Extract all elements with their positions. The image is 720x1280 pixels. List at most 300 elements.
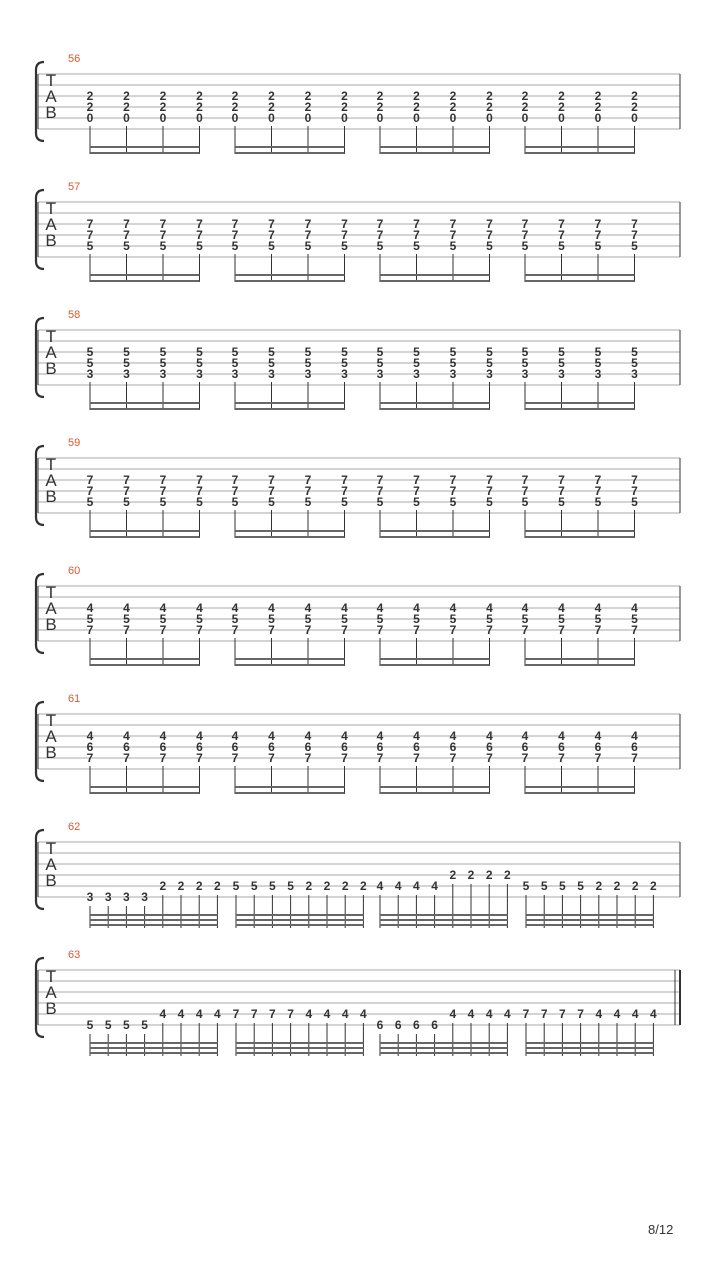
fret-number: 4 [304, 601, 312, 615]
fret-number: 7 [123, 484, 130, 498]
fret-number: 5 [486, 612, 493, 626]
fret-number: 7 [304, 751, 312, 765]
clef-letter-b: B [45, 103, 57, 122]
fret-number: 7 [413, 228, 420, 242]
clef-letter-b: B [45, 743, 57, 762]
fret-number: 3 [594, 367, 602, 381]
clef-letter-t: T [45, 71, 57, 90]
clef-letter-b: B [45, 999, 57, 1018]
fret-number: 6 [413, 740, 420, 754]
fret-number: 7 [86, 217, 94, 231]
fret-number: 6 [631, 740, 638, 754]
fret-number: 6 [413, 1018, 420, 1032]
fret-number: 6 [341, 740, 348, 754]
clef-letter-a: A [45, 983, 57, 1002]
fret-number: 4 [123, 601, 130, 615]
fret-number: 4 [594, 729, 602, 743]
fret-number: 7 [594, 484, 602, 498]
fret-number: 7 [449, 473, 457, 487]
fret-number: 2 [231, 89, 239, 103]
fret-number: 4 [486, 601, 493, 615]
fret-number: 0 [268, 111, 275, 125]
fret-number: 2 [594, 100, 602, 114]
fret-number: 4 [521, 729, 529, 743]
fret-number: 7 [123, 623, 130, 637]
fret-number: 7 [486, 217, 493, 231]
fret-number: 2 [631, 100, 638, 114]
fret-number: 2 [304, 89, 312, 103]
fret-number: 7 [449, 228, 457, 242]
fret-number: 5 [594, 345, 602, 359]
fret-number: 7 [413, 623, 420, 637]
fret-number: 5 [159, 612, 167, 626]
fret-number: 7 [231, 484, 239, 498]
fret-number: 5 [231, 345, 239, 359]
fret-number: 3 [486, 367, 493, 381]
fret-number: 5 [304, 356, 312, 370]
fret-number: 4 [431, 879, 438, 893]
fret-number: 4 [595, 1007, 603, 1021]
fret-number: 2 [196, 100, 203, 114]
fret-number: 4 [177, 1007, 185, 1021]
fret-number: 2 [268, 89, 275, 103]
fret-number: 7 [123, 228, 130, 242]
fret-number: 7 [231, 473, 239, 487]
fret-number: 7 [196, 623, 203, 637]
clef-letter-b: B [45, 615, 57, 634]
fret-number: 3 [304, 367, 312, 381]
fret-number: 5 [486, 495, 493, 509]
clef-letter-a: A [45, 471, 57, 490]
fret-number: 7 [341, 484, 348, 498]
fret-number: 5 [486, 356, 493, 370]
fret-number: 2 [449, 100, 457, 114]
fret-number: 5 [159, 345, 167, 359]
fret-number: 7 [559, 1007, 566, 1021]
fret-number: 7 [304, 217, 312, 231]
fret-number: 2 [413, 100, 420, 114]
fret-number: 2 [323, 879, 331, 893]
fret-number: 5 [376, 356, 384, 370]
fret-number: 5 [521, 612, 529, 626]
fret-number: 4 [413, 601, 420, 615]
clef-letter-t: T [45, 199, 57, 218]
fret-number: 7 [376, 484, 384, 498]
fret-number: 2 [86, 89, 94, 103]
fret-number: 5 [376, 345, 384, 359]
fret-number: 5 [86, 495, 94, 509]
fret-number: 7 [231, 623, 239, 637]
fret-number: 7 [304, 473, 312, 487]
fret-number: 0 [86, 111, 94, 125]
fret-number: 3 [86, 890, 94, 904]
fret-number: 6 [159, 740, 167, 754]
fret-number: 7 [196, 751, 203, 765]
fret-number: 2 [631, 879, 639, 893]
fret-number: 4 [123, 729, 130, 743]
fret-number: 4 [86, 729, 94, 743]
fret-number: 5 [86, 345, 94, 359]
fret-number: 5 [413, 239, 420, 253]
fret-number: 5 [631, 356, 638, 370]
fret-number: 0 [521, 111, 529, 125]
fret-number: 7 [196, 217, 203, 231]
measure-number: 59 [68, 437, 81, 449]
fret-number: 5 [486, 345, 493, 359]
fret-number: 7 [486, 473, 493, 487]
fret-number: 7 [558, 751, 565, 765]
fret-number: 5 [268, 345, 275, 359]
fret-number: 2 [86, 100, 94, 114]
fret-number: 4 [413, 879, 420, 893]
fret-number: 7 [558, 228, 565, 242]
fret-number: 5 [540, 879, 548, 893]
fret-number: 2 [177, 879, 185, 893]
fret-number: 5 [521, 239, 529, 253]
fret-number: 4 [231, 601, 239, 615]
fret-number: 6 [558, 740, 565, 754]
fret-number: 5 [86, 239, 94, 253]
fret-number: 7 [159, 473, 167, 487]
clef-letter-t: T [45, 711, 57, 730]
fret-number: 4 [594, 601, 602, 615]
fret-number: 5 [268, 612, 275, 626]
fret-number: 5 [196, 239, 203, 253]
fret-number: 2 [504, 868, 511, 882]
fret-number: 7 [159, 484, 167, 498]
fret-number: 7 [231, 217, 239, 231]
fret-number: 4 [304, 729, 312, 743]
fret-number: 7 [341, 228, 348, 242]
fret-number: 5 [376, 612, 384, 626]
fret-number: 0 [558, 111, 565, 125]
fret-number: 5 [341, 345, 348, 359]
fret-number: 6 [304, 740, 312, 754]
fret-number: 7 [86, 228, 94, 242]
fret-number: 7 [123, 217, 130, 231]
fret-number: 4 [214, 1007, 221, 1021]
fret-number: 7 [341, 217, 348, 231]
fret-number: 7 [159, 623, 167, 637]
fret-number: 3 [631, 367, 638, 381]
fret-number: 7 [159, 228, 167, 242]
fret-number: 5 [486, 239, 493, 253]
fret-number: 6 [376, 740, 384, 754]
fret-number: 5 [413, 356, 420, 370]
fret-number: 4 [341, 729, 348, 743]
fret-number: 5 [449, 356, 457, 370]
fret-number: 0 [631, 111, 638, 125]
fret-number: 2 [467, 868, 475, 882]
fret-number: 5 [521, 495, 529, 509]
fret-number: 5 [341, 612, 348, 626]
fret-number: 6 [521, 740, 529, 754]
fret-number: 5 [341, 239, 348, 253]
fret-number: 7 [268, 228, 275, 242]
fret-number: 4 [558, 601, 565, 615]
fret-number: 2 [123, 100, 130, 114]
fret-number: 6 [394, 1018, 402, 1032]
fret-number: 7 [376, 623, 384, 637]
fret-number: 5 [449, 612, 457, 626]
fret-number: 5 [159, 239, 167, 253]
fret-number: 5 [521, 356, 529, 370]
fret-number: 7 [341, 473, 348, 487]
fret-number: 7 [287, 1007, 294, 1021]
fret-number: 7 [413, 751, 420, 765]
fret-number: 7 [250, 1007, 258, 1021]
clef-letter-b: B [45, 359, 57, 378]
fret-number: 0 [413, 111, 420, 125]
fret-number: 4 [631, 729, 638, 743]
fret-number: 5 [577, 879, 584, 893]
fret-number: 5 [231, 239, 239, 253]
fret-number: 2 [486, 89, 493, 103]
fret-number: 7 [631, 217, 638, 231]
measure-number: 62 [68, 821, 81, 833]
fret-number: 7 [449, 623, 457, 637]
fret-number: 5 [341, 356, 348, 370]
fret-number: 0 [341, 111, 348, 125]
fret-number: 2 [304, 100, 312, 114]
fret-number: 5 [196, 612, 203, 626]
fret-number: 5 [159, 495, 167, 509]
fret-number: 7 [631, 623, 638, 637]
fret-number: 4 [323, 1007, 331, 1021]
fret-number: 3 [268, 367, 275, 381]
fret-number: 2 [521, 100, 529, 114]
fret-number: 3 [141, 890, 148, 904]
fret-number: 7 [486, 751, 493, 765]
fret-number: 4 [268, 601, 275, 615]
clef-letter-a: A [45, 855, 57, 874]
fret-number: 7 [269, 1007, 276, 1021]
fret-number: 7 [521, 217, 529, 231]
fret-number: 5 [123, 612, 130, 626]
fret-number: 7 [341, 623, 348, 637]
fret-number: 3 [123, 367, 130, 381]
fret-number: 4 [268, 729, 275, 743]
fret-number: 5 [231, 495, 239, 509]
fret-number: 4 [376, 729, 384, 743]
fret-number: 4 [449, 601, 457, 615]
fret-number: 4 [196, 729, 203, 743]
fret-number: 3 [376, 367, 384, 381]
fret-number: 3 [104, 890, 112, 904]
fret-number: 4 [376, 879, 384, 893]
fret-number: 2 [231, 100, 239, 114]
fret-number: 7 [577, 1007, 584, 1021]
fret-number: 0 [376, 111, 384, 125]
measure-number: 60 [68, 565, 81, 577]
fret-number: 2 [305, 879, 313, 893]
fret-number: 0 [486, 111, 493, 125]
fret-number: 7 [594, 473, 602, 487]
fret-number: 4 [504, 1007, 511, 1021]
fret-number: 0 [159, 111, 167, 125]
fret-number: 5 [558, 345, 565, 359]
fret-number: 2 [159, 879, 167, 893]
fret-number: 5 [231, 612, 239, 626]
fret-number: 7 [268, 623, 275, 637]
fret-number: 4 [413, 729, 420, 743]
fret-number: 7 [86, 473, 94, 487]
fret-number: 5 [123, 345, 130, 359]
fret-number: 0 [123, 111, 130, 125]
fret-number: 5 [123, 1018, 130, 1032]
fret-number: 6 [449, 740, 457, 754]
fret-number: 3 [341, 367, 348, 381]
fret-number: 7 [631, 751, 638, 765]
fret-number: 5 [558, 612, 565, 626]
fret-number: 2 [594, 89, 602, 103]
fret-number: 7 [268, 751, 275, 765]
fret-number: 7 [594, 228, 602, 242]
fret-number: 6 [486, 740, 493, 754]
fret-number: 7 [521, 228, 529, 242]
fret-number: 5 [287, 879, 294, 893]
fret-number: 0 [449, 111, 457, 125]
fret-number: 7 [521, 751, 529, 765]
clef-letter-t: T [45, 839, 57, 858]
fret-number: 4 [159, 601, 167, 615]
fret-number: 4 [631, 601, 638, 615]
fret-number: 7 [413, 217, 420, 231]
fret-number: 7 [304, 623, 312, 637]
fret-number: 2 [613, 879, 621, 893]
fret-number: 7 [159, 751, 167, 765]
fret-number: 5 [376, 239, 384, 253]
clef-letter-b: B [45, 487, 57, 506]
fret-number: 7 [196, 484, 203, 498]
fret-number: 7 [594, 751, 602, 765]
fret-number: 2 [214, 879, 221, 893]
fret-number: 5 [558, 495, 565, 509]
fret-number: 6 [268, 740, 275, 754]
fret-number: 4 [558, 729, 565, 743]
fret-number: 4 [159, 1007, 167, 1021]
fret-number: 7 [449, 217, 457, 231]
fret-number: 5 [304, 239, 312, 253]
clef-letter-a: A [45, 343, 57, 362]
fret-number: 5 [123, 495, 130, 509]
fret-number: 5 [232, 879, 240, 893]
fret-number: 4 [449, 729, 457, 743]
fret-number: 4 [341, 601, 348, 615]
fret-number: 7 [159, 217, 167, 231]
fret-number: 6 [376, 1018, 384, 1032]
fret-number: 2 [631, 89, 638, 103]
fret-number: 7 [196, 228, 203, 242]
fret-number: 7 [413, 473, 420, 487]
fret-number: 5 [304, 612, 312, 626]
fret-number: 7 [521, 623, 529, 637]
fret-number: 7 [376, 228, 384, 242]
fret-number: 7 [631, 473, 638, 487]
fret-number: 0 [594, 111, 602, 125]
fret-number: 5 [631, 239, 638, 253]
fret-number: 4 [159, 729, 167, 743]
fret-number: 5 [196, 356, 203, 370]
fret-number: 3 [86, 367, 94, 381]
fret-number: 4 [650, 1007, 657, 1021]
fret-number: 5 [196, 345, 203, 359]
fret-number: 5 [449, 239, 457, 253]
fret-number: 5 [449, 495, 457, 509]
fret-number: 2 [341, 89, 348, 103]
fret-number: 5 [159, 356, 167, 370]
fret-number: 2 [196, 89, 203, 103]
fret-number: 7 [376, 217, 384, 231]
fret-number: 5 [594, 356, 602, 370]
fret-number: 2 [195, 879, 203, 893]
fret-number: 3 [196, 367, 203, 381]
fret-number: 5 [196, 495, 203, 509]
fret-number: 5 [413, 345, 420, 359]
fret-number: 2 [268, 100, 275, 114]
fret-number: 7 [631, 484, 638, 498]
fret-number: 5 [269, 879, 276, 893]
fret-number: 7 [522, 1007, 530, 1021]
fret-number: 7 [376, 751, 384, 765]
clef-letter-b: B [45, 871, 57, 890]
measure-number: 57 [68, 181, 81, 193]
fret-number: 7 [376, 473, 384, 487]
fret-number: 5 [376, 495, 384, 509]
fret-number: 7 [196, 473, 203, 487]
fret-number: 7 [413, 484, 420, 498]
clef-letter-a: A [45, 599, 57, 618]
page-number: 8/12 [648, 1222, 674, 1237]
clef-letter-t: T [45, 967, 57, 986]
fret-number: 4 [394, 879, 402, 893]
fret-number: 5 [631, 495, 638, 509]
fret-number: 6 [231, 740, 239, 754]
fret-number: 7 [268, 217, 275, 231]
fret-number: 2 [558, 100, 565, 114]
fret-number: 5 [231, 356, 239, 370]
fret-number: 5 [86, 1018, 94, 1032]
fret-number: 2 [376, 89, 384, 103]
fret-number: 4 [376, 601, 384, 615]
fret-number: 2 [558, 89, 565, 103]
fret-number: 7 [86, 623, 94, 637]
fret-number: 7 [631, 228, 638, 242]
fret-number: 2 [341, 879, 349, 893]
fret-number: 7 [486, 623, 493, 637]
clef-letter-a: A [45, 727, 57, 746]
fret-number: 0 [196, 111, 203, 125]
clef-letter-t: T [45, 583, 57, 602]
fret-number: 5 [522, 879, 530, 893]
fret-number: 7 [341, 751, 348, 765]
fret-number: 6 [594, 740, 602, 754]
fret-number: 3 [123, 890, 130, 904]
fret-number: 4 [360, 1007, 367, 1021]
fret-number: 5 [123, 356, 130, 370]
fret-number: 2 [360, 879, 367, 893]
fret-number: 5 [86, 356, 94, 370]
clef-letter-t: T [45, 455, 57, 474]
fret-number: 6 [431, 1018, 438, 1032]
fret-number: 7 [558, 484, 565, 498]
measure-number: 58 [68, 309, 81, 321]
fret-number: 2 [650, 879, 657, 893]
fret-number: 5 [413, 495, 420, 509]
fret-number: 7 [268, 484, 275, 498]
fret-number: 5 [594, 612, 602, 626]
fret-number: 7 [594, 623, 602, 637]
